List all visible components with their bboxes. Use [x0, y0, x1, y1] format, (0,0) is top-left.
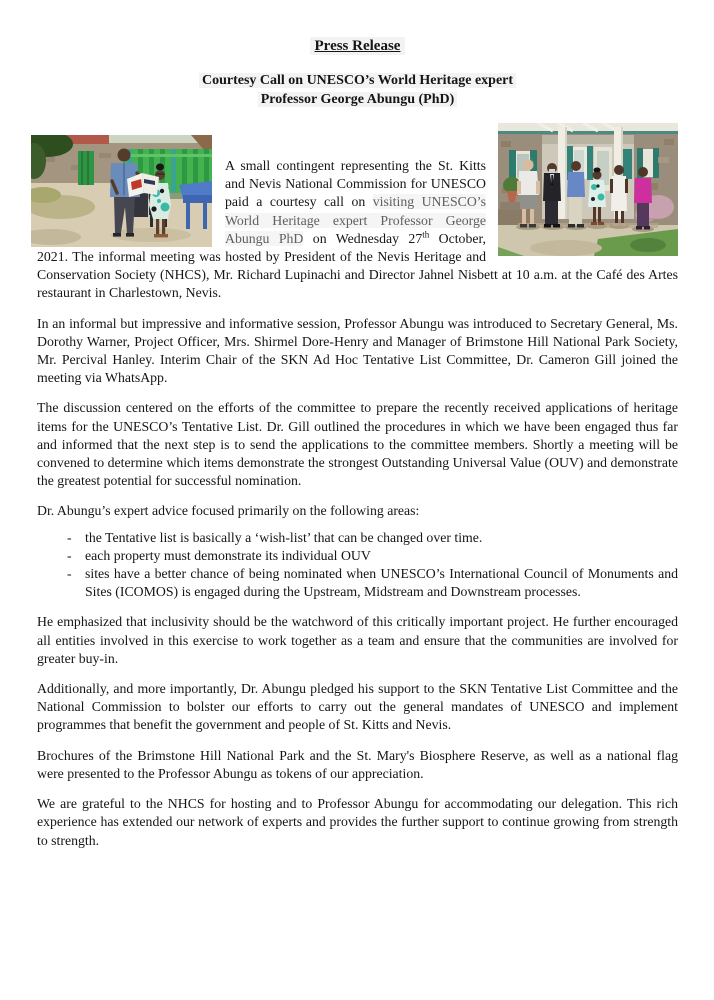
document-handover-photo: [31, 135, 212, 247]
paragraph-6: Additionally, and more importantly, Dr. Abungu pledged his support to the SKN Tentative List Committee and the National Commission to bolster our efforts to carry out the general mandates of UNESCO and implement programmes that benefit the government and people of St. Kitts and Nevis.: [37, 681, 678, 733]
document-subtitle: [37, 71, 678, 109]
bullet-dash: -: [67, 529, 72, 545]
page-title: [37, 37, 678, 56]
group-photo: [498, 123, 678, 256]
lead-section: [37, 123, 678, 303]
group-photo-image: [498, 123, 678, 256]
list-item: - each property must demonstrate its individual OUV: [37, 547, 678, 565]
paragraph-4-intro: Dr. Abungu’s expert advice focused primarily on the following areas:: [37, 503, 420, 519]
paragraph-1-text-a: A small contingent representing the St. Kitts and Nevis National Commission for UNESCO paid a courtesy call on: [225, 158, 486, 210]
subtitle-line-2: Professor George Abungu (PhD): [37, 90, 678, 109]
paragraph-2: In an informal but impressive and informative session, Professor Abungu was introduced to Secretary General, Ms. Dorothy Warner, Project Officer, Mrs. Shirmel Dore-Henry and Manager of Brimstone Hill National Park Society, Mr. Percival Hanley. Interim Chair of the SKN Ad Hoc Tentative List Committee, Dr. Cameron Gill joined the meeting via WhatsApp.: [37, 315, 678, 386]
bullet-dash: -: [67, 547, 72, 563]
list-item: - sites have a better chance of being nominated when UNESCO’s International Council of Monuments and Sites (ICOMOS) is engaged during the Upstream, Midstream and Downstream processes.: [67, 566, 678, 600]
superscript-th: th: [422, 229, 430, 240]
document-content: [37, 0, 678, 850]
subtitle-line-1: Courtesy Call on UNESCO’s World Heritage expert: [37, 71, 678, 90]
handover-photo-image: [31, 135, 212, 247]
highlighted-text: visiting UNESCO’s World Heritage expert Professor George Abungu PhD: [225, 194, 486, 246]
paragraph-5: He emphasized that inclusivity should be the watchword of this critically important project. He further encouraged all entities involved in this exercise to work together as a team and ensure that the communities are involved for greater buy-in.: [37, 614, 678, 666]
advice-bullet-list: [37, 529, 678, 602]
body-section: [37, 315, 678, 850]
paragraph-3: The discussion centered on the efforts of the committee to prepare the recently received applications of heritage items for the UNESCO’s Tentative List. Dr. Gill outlined the procedures in which we have been engaged thus far and informed that the next step is to send the applications to the committee members. Shortly a meeting will be convened to determine which items demonstrate the strongest Outstanding Universal Value (OUV) and demonstrate the greatest potential for successful nomination.: [37, 400, 678, 489]
paragraph-7: Brochures of the Brimstone Hill National Park and the St. Mary's Biosphere Reserve, as well as a national flag were presented to the Professor Abungu as tokens of our appreciation.: [37, 747, 678, 781]
paragraph-8: We are grateful to the NHCS for hosting and to Professor Abungu for accommodating our delegation. This rich experience has extended our network of experts and provides the further support to continue growing from strength to strength.: [37, 796, 678, 848]
list-item: - the Tentative list is basically a ‘wish-list’ that can be changed over time.: [37, 529, 678, 547]
paragraph-1-text-c: October, 2021. The informal meeting was hosted by President of the Nevis Heritage and Conservation Society (NHCS), Mr. Richard Lupinachi and Director Jahnel Nisbett at 10 a.m. at the Café des Artes restaurant in Charlestown, Nevis.: [37, 230, 678, 301]
bullet-dash: -: [67, 566, 72, 582]
page-title-text: Press Release: [310, 37, 406, 55]
paragraph-1-text-b: on Wednesday 27: [303, 230, 423, 246]
